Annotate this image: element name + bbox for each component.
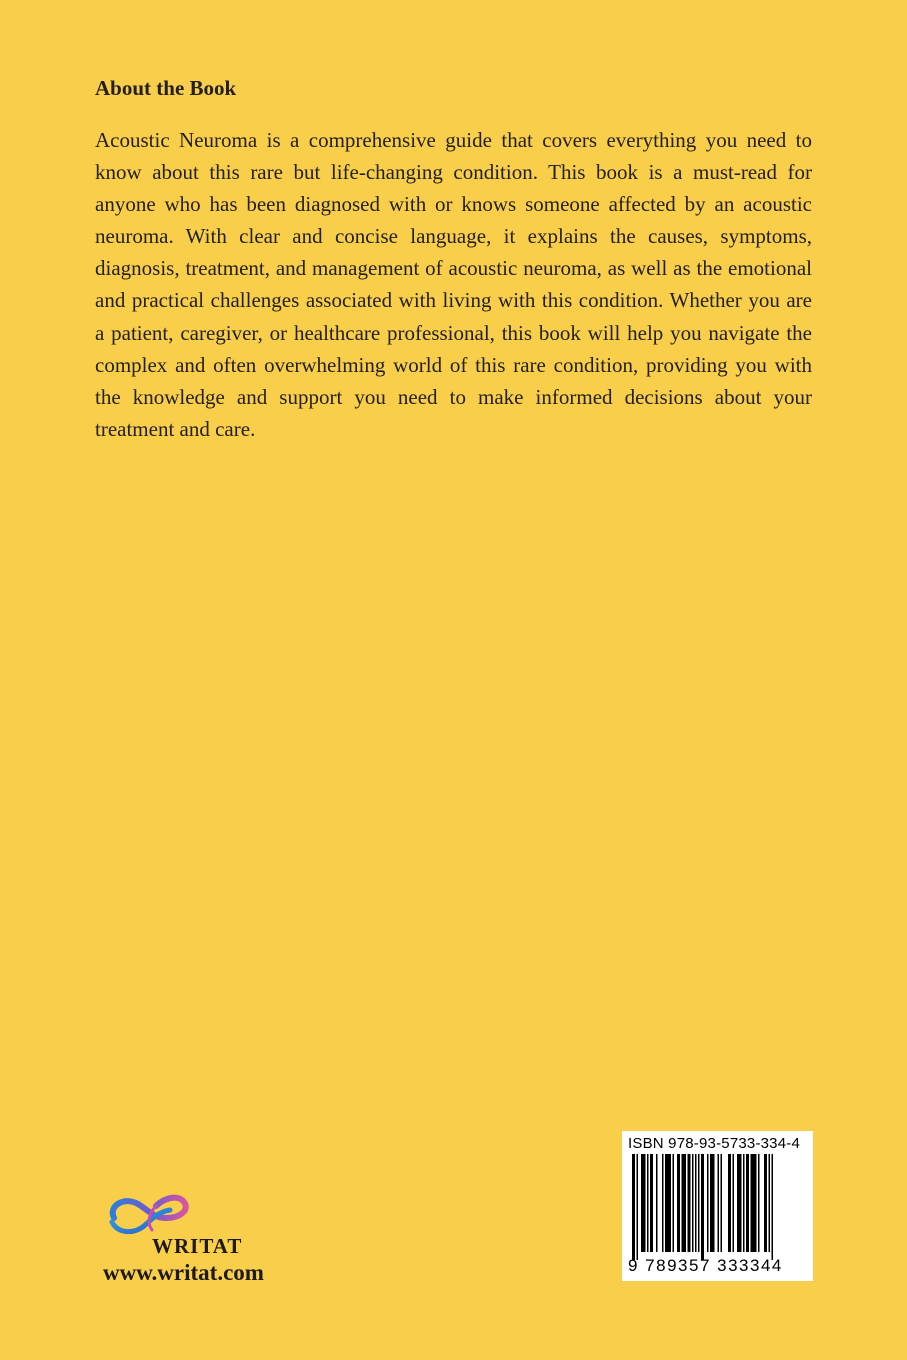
- barcode-bar: [728, 1154, 731, 1252]
- barcode-bar: [772, 1154, 774, 1260]
- barcode-bar: [647, 1154, 649, 1252]
- barcode-bar: [718, 1154, 720, 1252]
- barcode-bar: [688, 1154, 691, 1252]
- isbn-barcode: [622, 1131, 813, 1281]
- barcode-bar: [746, 1154, 749, 1252]
- isbn-label: ISBN 978-93-5733-334-4: [628, 1135, 801, 1152]
- barcode-bar: [769, 1154, 771, 1252]
- barcode-bar: [650, 1154, 653, 1252]
- barcode-bar: [692, 1154, 694, 1252]
- barcode-bar: [737, 1154, 742, 1252]
- barcode-bar: [673, 1154, 675, 1252]
- barcode-bar: [751, 1154, 757, 1252]
- barcode-bar: [764, 1154, 767, 1252]
- barcode-bar: [743, 1154, 745, 1252]
- barcode-bar: [656, 1154, 658, 1252]
- barcode-bar: [701, 1154, 704, 1260]
- barcode-bar: [710, 1154, 715, 1252]
- barcode-bar: [695, 1154, 697, 1252]
- barcode-bar: [632, 1154, 635, 1260]
- about-heading: About the Book: [95, 76, 237, 100]
- barcode-bar: [641, 1154, 646, 1252]
- barcode-bar: [758, 1154, 760, 1252]
- barcode-bar: [721, 1154, 723, 1252]
- barcode-bar: [682, 1154, 687, 1252]
- book-description: Acoustic Neuroma is a comprehensive guide that covers everything you need to know about this rare but life-changing condition. This book is a must-read for anyone who has been diagnosed with or knows someone affected by an acoustic neuroma. With clear and concise language, it explains the causes, symptoms, diagnosis, treatment, and management of acoustic neuroma, as well as the emotional and practical challenges associated with living with this condition. Whether you are a patient, caregiver, or healthcare professional, this book will help you navigate the complex and often overwhelming world of this rare condition, providing you with the knowledge and support you need to make informed decisions about your treatment and care.: [95, 128, 812, 441]
- barcode-bar: [733, 1154, 735, 1252]
- barcode-bar: [677, 1154, 680, 1252]
- barcode-bar: [698, 1154, 700, 1252]
- barcode-digits: 9 789357 333344: [628, 1256, 783, 1275]
- barcode-bar: [665, 1154, 671, 1252]
- publisher-name: WRITAT: [152, 1234, 243, 1258]
- barcode-bars: [630, 1154, 810, 1260]
- publisher-website: www.writat.com: [103, 1260, 264, 1285]
- publisher-block: [100, 1188, 320, 1298]
- barcode-bar: [637, 1154, 639, 1260]
- barcode-bar: [707, 1154, 709, 1252]
- barcode-bar: [662, 1154, 664, 1252]
